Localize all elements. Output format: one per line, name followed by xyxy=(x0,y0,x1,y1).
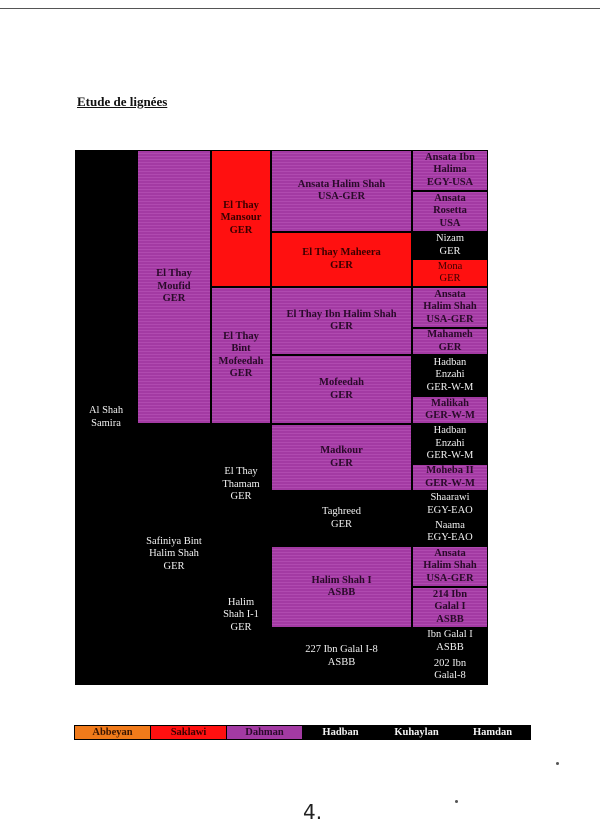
legend-item-abbeyan: Abbeyan xyxy=(75,726,151,739)
cell-moheba-ii: Moheba II GER-W-M xyxy=(412,464,488,491)
cell-ansata-ibn-halima: Ansata Ibn Halima EGY-USA xyxy=(412,150,488,191)
cell-ansata-rosetta: Ansata Rosetta USA xyxy=(412,191,488,232)
cell-el-thay-mansour: El Thay Mansour GER xyxy=(211,150,271,287)
cell-hadban-enzahi-1: Hadban Enzahi GER-W-M xyxy=(412,355,488,396)
legend-item-hamdan: Hamdan xyxy=(455,726,530,739)
cell-halim-shah-i1: Halim Shah I-1 GER xyxy=(211,546,271,685)
page-number: 4. xyxy=(303,800,323,824)
cell-al-shah-samira: Al Shah Samira xyxy=(75,150,137,685)
scan-speck xyxy=(455,800,458,803)
cell-202-ibn-galal: 202 Ibn Galal-8 xyxy=(412,655,488,685)
legend-item-hadban: Hadban xyxy=(303,726,379,739)
cell-safiniya: Safiniya Bint Halim Shah GER xyxy=(137,424,211,685)
cell-mofeedah: Mofeedah GER xyxy=(271,355,412,424)
cell-mahameh: Mahameh GER xyxy=(412,328,488,355)
cell-el-thay-maheera: El Thay Maheera GER xyxy=(271,232,412,287)
cell-shaarawi: Shaarawi EGY-EAO xyxy=(412,491,488,518)
cell-el-thay-ibn-halim-shah: El Thay Ibn Halim Shah GER xyxy=(271,287,412,355)
cell-214-ibn-galal: 214 Ibn Galal I ASBB xyxy=(412,587,488,628)
cell-malikah: Malikah GER-W-M xyxy=(412,396,488,424)
cell-nizam: Nizam GER xyxy=(412,232,488,259)
scan-speck xyxy=(556,762,559,765)
legend-item-kuhaylan: Kuhaylan xyxy=(379,726,455,739)
cell-ansata-halim-shah: Ansata Halim Shah USA-GER xyxy=(271,150,412,232)
cell-madkour: Madkour GER xyxy=(271,424,412,491)
cell-el-thay-thamam: El Thay Thamam GER xyxy=(211,424,271,546)
cell-ansata-halim-shah-2: Ansata Halim Shah USA-GER xyxy=(412,287,488,328)
cell-taghreed: Taghreed GER xyxy=(271,491,412,546)
legend-item-dahman: Dahman xyxy=(227,726,303,739)
legend-item-saklawi: Saklawi xyxy=(151,726,227,739)
cell-halim-shah-i: Halim Shah I ASBB xyxy=(271,546,412,628)
cell-naama: Naama EGY-EAO xyxy=(412,518,488,546)
top-rule xyxy=(0,8,600,9)
cell-hadban-enzahi-2: Hadban Enzahi GER-W-M xyxy=(412,424,488,464)
lineage-chart xyxy=(75,150,488,685)
cell-mona: Mona GER xyxy=(412,259,488,287)
cell-el-thay-bint-mofeedah: El Thay Bint Mofeedah GER xyxy=(211,287,271,424)
legend xyxy=(74,725,531,740)
cell-ansata-halim-shah-3: Ansata Halim Shah USA-GER xyxy=(412,546,488,587)
cell-ibn-galal-i: Ibn Galal I ASBB xyxy=(412,628,488,655)
cell-227-ibn-galal: 227 Ibn Galal I-8 ASBB xyxy=(271,628,412,685)
cell-el-thay-moufid: El Thay Moufid GER xyxy=(137,150,211,424)
page-title: Etude de lignées xyxy=(77,94,168,109)
